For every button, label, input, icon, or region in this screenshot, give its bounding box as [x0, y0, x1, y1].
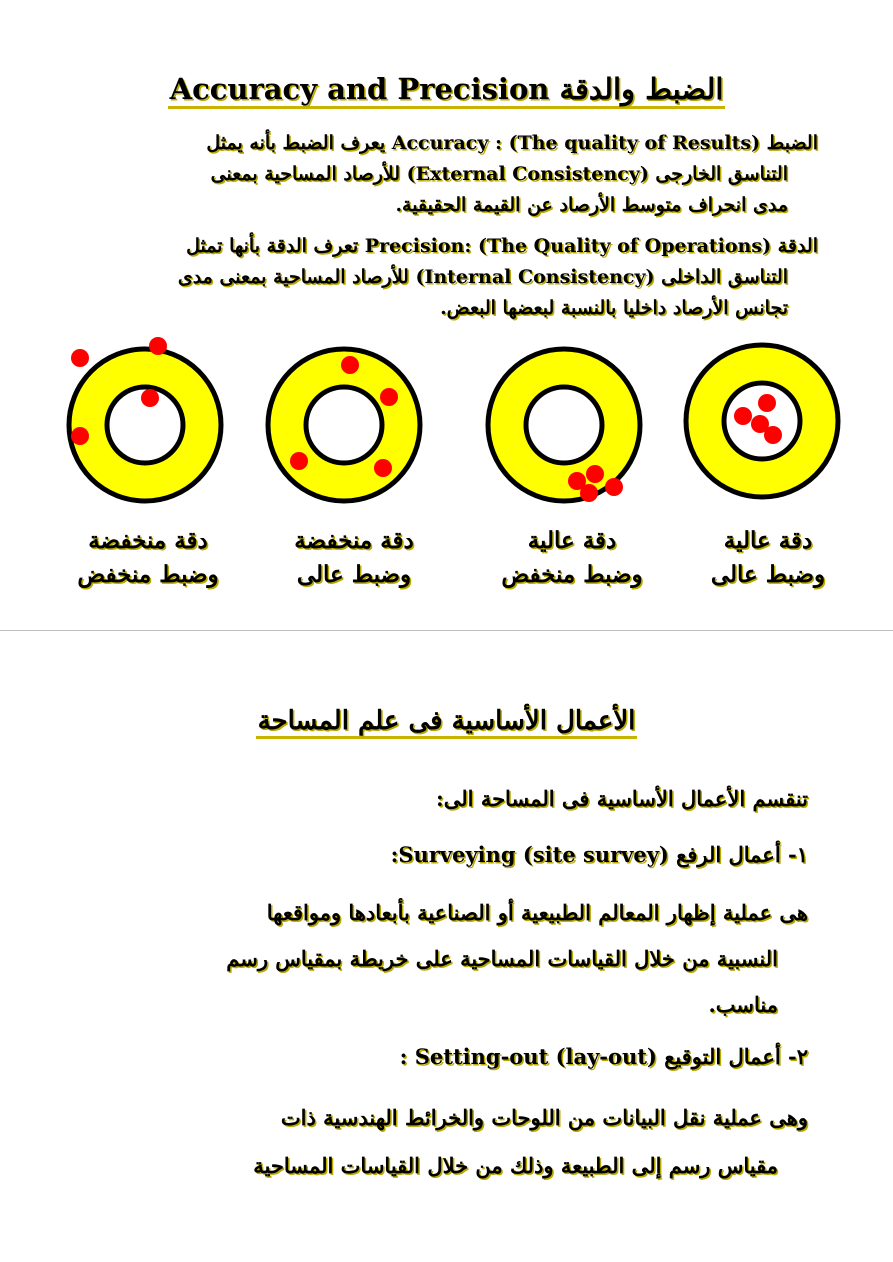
item1-description [90, 890, 808, 1028]
target-inner-circle [306, 387, 382, 463]
section-intro: تنقسم الأعمال الأساسية فى المساحة الى: [436, 786, 808, 811]
shot-dot [341, 356, 359, 374]
target-label-2 [462, 524, 682, 592]
item1-line-1: هى عملية إظهار المعالم الطبيعية أو الصناعية بأبعادها ومواقعها [266, 900, 808, 925]
page-title [0, 72, 893, 106]
item1-line-3: مناسب. [708, 992, 778, 1017]
shot-dot [764, 426, 782, 444]
target-high-precision-low-accuracy [488, 349, 640, 502]
precision-line-3: تجانس الأرصاد داخليا بالنسبة لبعضها البعض. [440, 297, 788, 319]
target-label-3 [244, 524, 464, 592]
item1-heading-text: ١- أعمال الرفع (Surveying (site survey: [390, 842, 808, 867]
shot-dot [586, 465, 604, 483]
accuracy-line-1: الضبط Accuracy : (The quality of Results) يعرف الضبط بأنه يمثل [206, 132, 818, 154]
shot-dot [580, 484, 598, 502]
target-label-4-line-1: دقة منخفضة [88, 527, 208, 554]
shot-dot [758, 394, 776, 412]
shot-dot [605, 478, 623, 496]
target-label-1-line-1: دقة عالية [723, 527, 813, 554]
target-inner-circle [526, 387, 602, 463]
item1-line-2: النسبية من خلال القياسات المساحية على خريطة بمقياس رسم [226, 946, 778, 971]
section-title [0, 706, 893, 736]
item2-line-2: مقياس رسم إلى الطبيعة وذلك من خلال القياسات المساحية [253, 1153, 778, 1178]
title-arabic: الضبط والدقة [559, 72, 724, 106]
item2-line-1: وهى عملية نقل البيانات من اللوحات والخرائط الهندسية ذات [280, 1105, 808, 1130]
page-divider [0, 630, 893, 631]
shot-dot [380, 388, 398, 406]
target-label-4-line-2: وضبط منخفض [77, 561, 219, 588]
target-high-precision-high-accuracy [686, 345, 838, 497]
target-labels [0, 524, 893, 604]
accuracy-line-3: مدى انحراف متوسط الأرصاد عن القيمة الحقيقية. [395, 194, 788, 216]
target-diagrams [0, 336, 893, 516]
target-label-3-line-1: دقة منخفضة [294, 527, 414, 554]
target-label-2-line-2: وضبط منخفض [501, 561, 643, 588]
target-label-1 [658, 524, 878, 592]
shot-dot [734, 407, 752, 425]
shot-dot [290, 452, 308, 470]
target-label-4 [38, 524, 258, 592]
item2-heading-text: ٢- أعمال التوقيع (Setting-out (lay-out : [399, 1044, 808, 1069]
target-label-3-line-2: وضبط عالى [296, 561, 412, 588]
shot-dot [141, 389, 159, 407]
item1-heading [90, 838, 808, 872]
precision-definition [100, 231, 818, 324]
target-low-precision-low-accuracy [69, 337, 221, 501]
accuracy-definition [100, 128, 818, 221]
title-underline [168, 72, 726, 109]
section-title-text: الأعمال الأساسية فى علم المساحة [256, 706, 638, 739]
target-label-1-line-2: وضبط عالى [710, 561, 826, 588]
item2-description [90, 1094, 808, 1190]
accuracy-line-2: التناسق الخارجى (External Consistency) للأرصاد المساحية بمعنى [210, 163, 788, 185]
precision-line-1: الدقة Precision: (The Quality of Operations) تعرف الدقة بأنها تمثل [186, 235, 818, 257]
item2-heading [90, 1040, 808, 1074]
target-label-2-line-1: دقة عالية [527, 527, 617, 554]
target-low-precision-high-accuracy [268, 349, 420, 501]
shot-dot [374, 459, 392, 477]
precision-line-2: التناسق الداخلى (Internal Consistency) للأرصاد المساحية بمعنى مدى [177, 266, 788, 288]
shot-dot [149, 337, 167, 355]
title-english: Accuracy and Precision [169, 72, 550, 106]
shot-dot [71, 427, 89, 445]
shot-dot [71, 349, 89, 367]
